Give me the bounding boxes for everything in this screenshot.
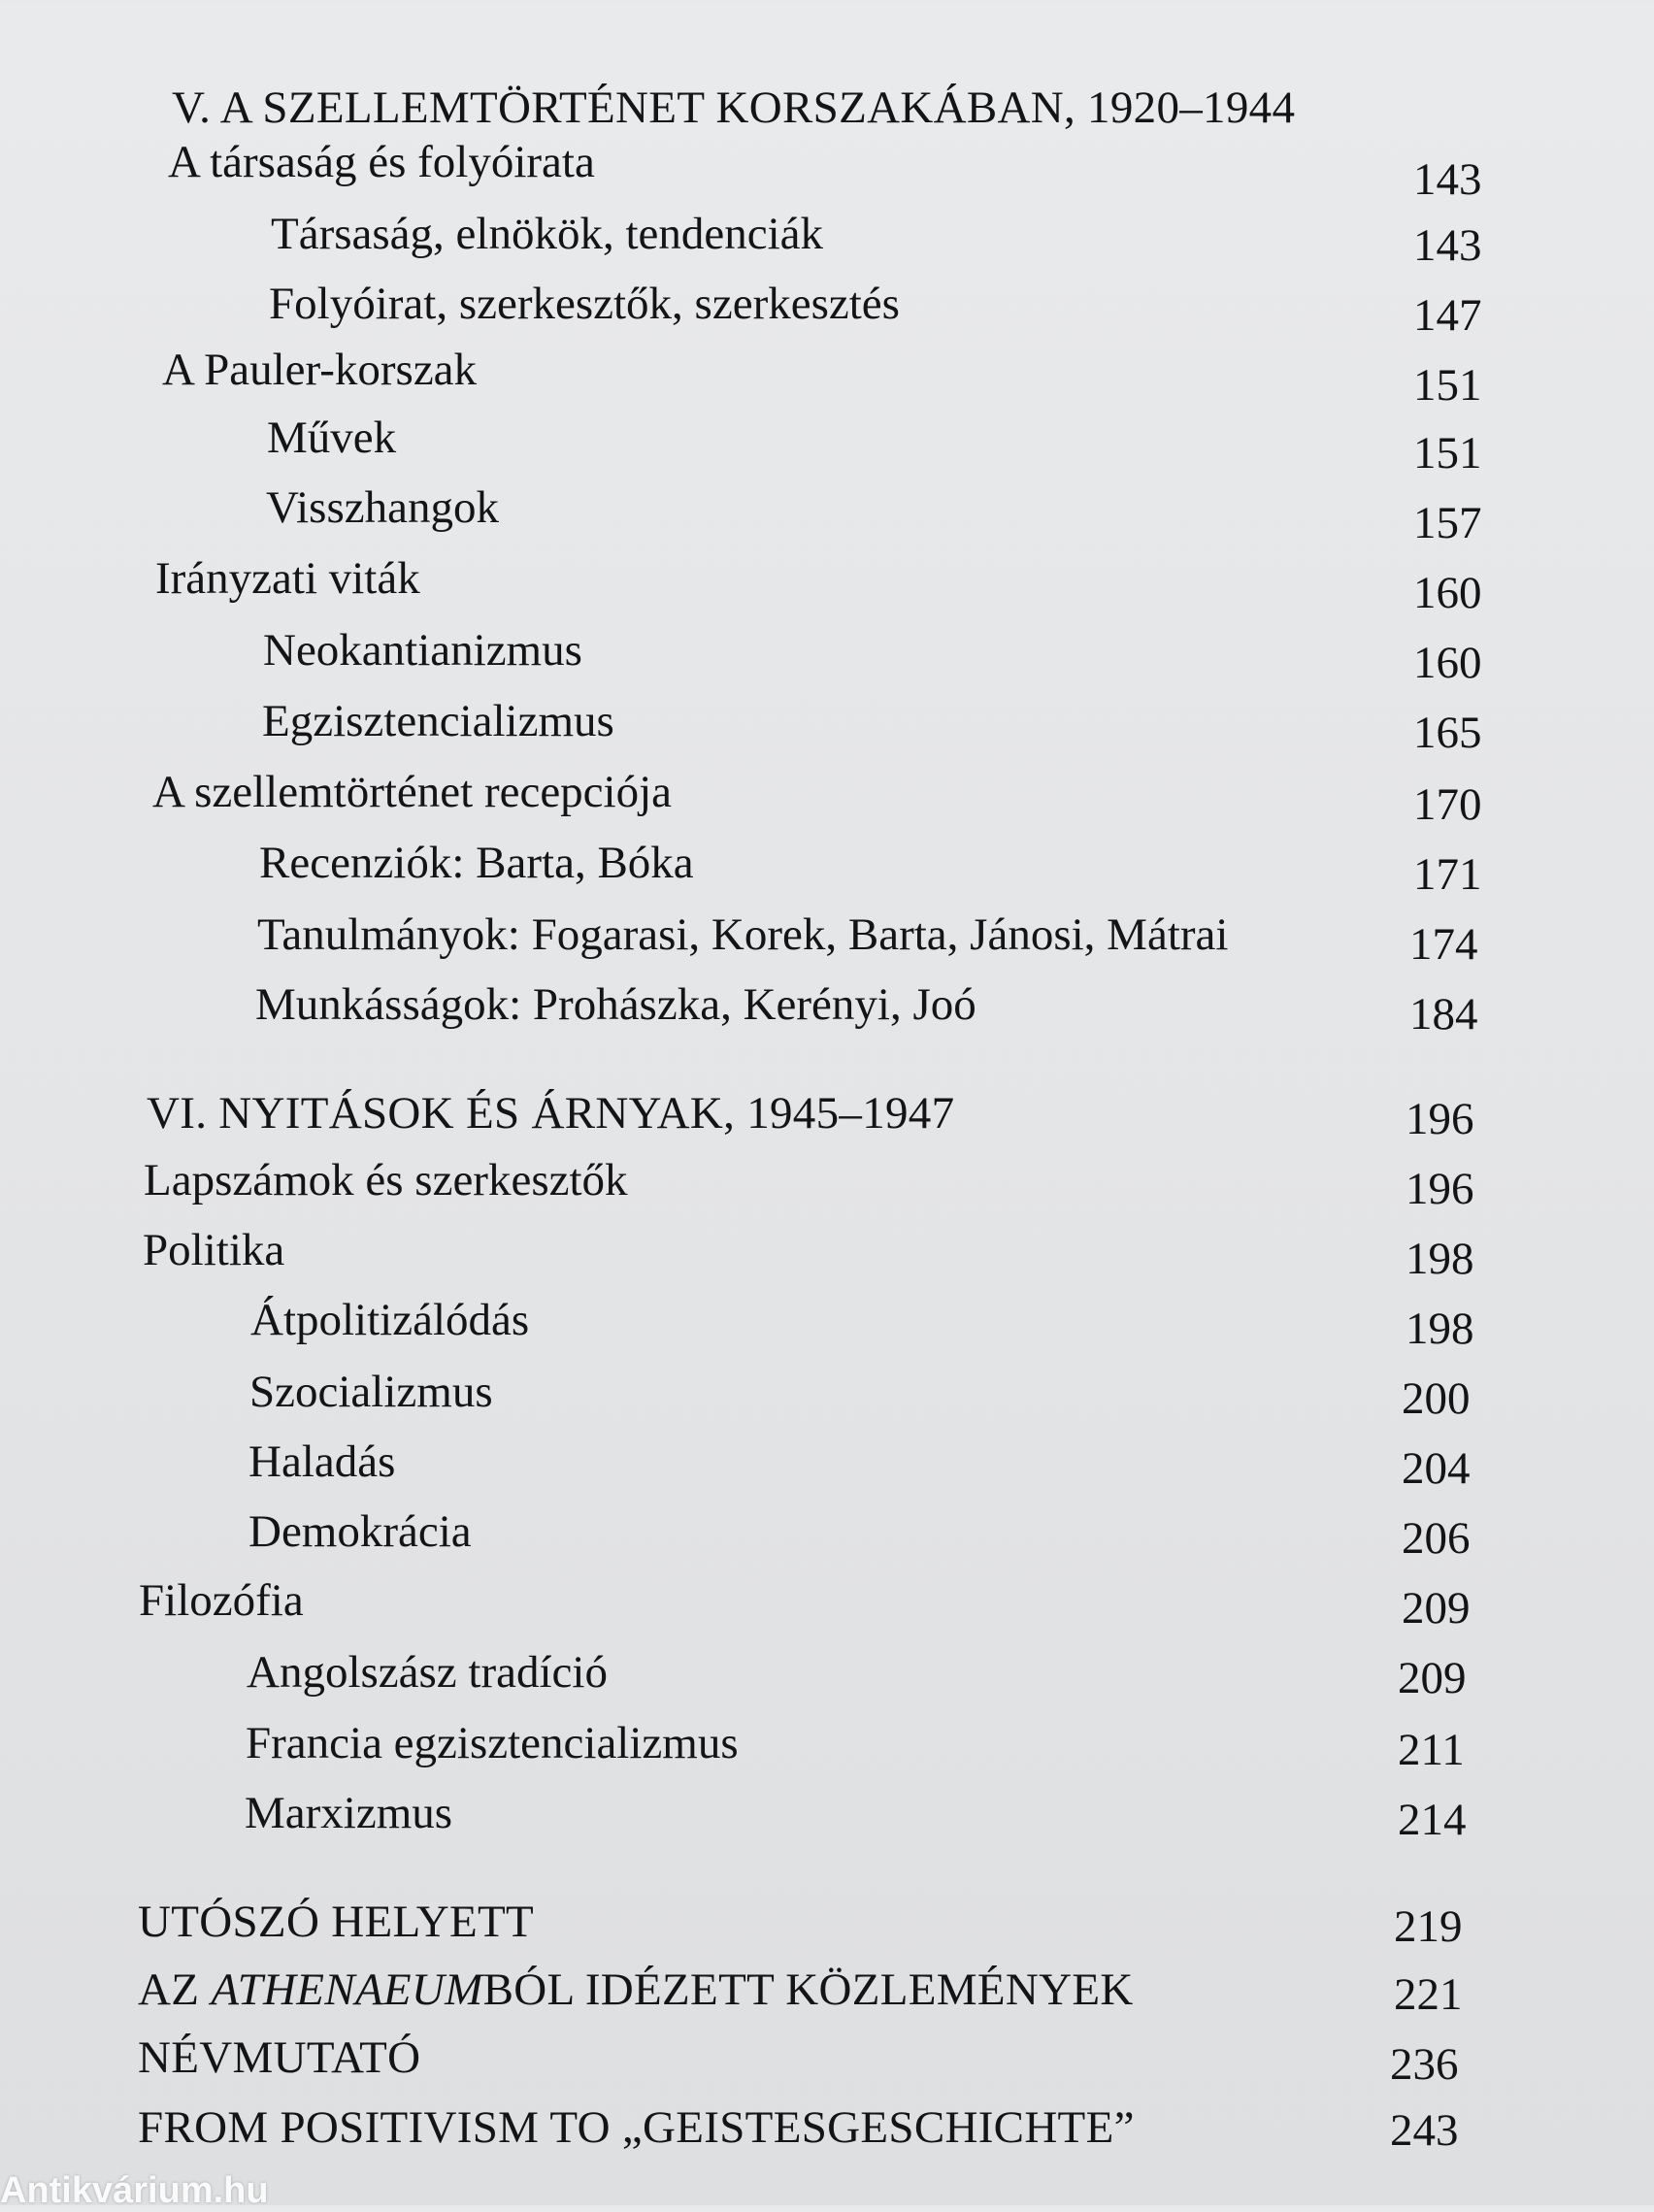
page-number: 209 bbox=[1402, 1583, 1471, 1634]
page-number: 206 bbox=[1402, 1513, 1471, 1564]
toc-subentry: Visszhangok bbox=[266, 482, 499, 533]
page-number: 243 bbox=[1390, 2105, 1459, 2156]
toc-subentry: Francia egzisztencializmus bbox=[246, 1718, 739, 1768]
page-number: 198 bbox=[1406, 1304, 1474, 1354]
page-number: 214 bbox=[1398, 1795, 1467, 1845]
toc-subentry: Szocializmus bbox=[249, 1367, 493, 1417]
toc-entry: Irányzati viták bbox=[155, 553, 420, 604]
page-number: 143 bbox=[1413, 220, 1482, 271]
toc-subentry: Demokrácia bbox=[248, 1506, 472, 1557]
page-number: 204 bbox=[1402, 1443, 1471, 1494]
toc-subentry: Művek bbox=[267, 413, 397, 463]
page-number: 209 bbox=[1398, 1653, 1467, 1703]
page-number: 151 bbox=[1413, 360, 1482, 411]
page-number: 174 bbox=[1409, 919, 1478, 970]
journal-title: ATHENAEUM bbox=[211, 1964, 483, 2015]
toc-entry: A társaság és folyóirata bbox=[168, 137, 595, 187]
toc-subentry: Folyóirat, szerkesztők, szerkesztés bbox=[269, 279, 900, 329]
toc-subentry: Tanulmányok: Fogarasi, Korek, Barta, Jánosi, Mátrai bbox=[257, 909, 1229, 960]
page-number: 211 bbox=[1398, 1725, 1465, 1775]
toc-entry: Politika bbox=[143, 1225, 285, 1275]
toc-subentry: Egzisztencializmus bbox=[262, 696, 614, 746]
toc-subentry: Neokantianizmus bbox=[263, 625, 582, 676]
page-number: 165 bbox=[1413, 708, 1482, 758]
toc-subentry: Átpolitizálódás bbox=[250, 1295, 530, 1345]
page-number: 198 bbox=[1406, 1234, 1474, 1284]
page-number: 151 bbox=[1413, 428, 1482, 479]
toc-entry: Lapszámok és szerkesztők bbox=[144, 1155, 628, 1205]
page-number: 157 bbox=[1413, 498, 1482, 548]
toc-subentry: Haladás bbox=[248, 1436, 396, 1487]
page-number: 219 bbox=[1394, 1901, 1463, 1952]
page-number: 171 bbox=[1413, 849, 1482, 900]
section-heading: VI. NYITÁSOK ÉS ÁRNYAK, 1945–1947 bbox=[147, 1088, 955, 1139]
toc-subentry: Munkásságok: Prohászka, Kerényi, Joó bbox=[255, 979, 976, 1030]
backmatter-heading: FROM POSITIVISM TO „GEISTESGESCHICHTE” bbox=[138, 2102, 1135, 2153]
page-number: 147 bbox=[1413, 290, 1482, 341]
section-heading: V. A SZELLEMTÖRTÉNET KORSZAKÁBAN, 1920–1944 bbox=[172, 83, 1296, 133]
toc-subentry: Társaság, elnökök, tendenciák bbox=[271, 209, 824, 259]
backmatter-heading: NÉVMUTATÓ bbox=[138, 2032, 421, 2083]
page-number: 160 bbox=[1413, 568, 1482, 618]
backmatter-heading bbox=[138, 1964, 1134, 2015]
page-number: 196 bbox=[1406, 1094, 1474, 1144]
toc-subentry: Angolszász tradíció bbox=[247, 1647, 608, 1698]
toc-entry: Filozófia bbox=[139, 1575, 304, 1626]
page-number: 221 bbox=[1394, 1969, 1463, 2020]
toc-entry: A Pauler-korszak bbox=[162, 345, 478, 395]
page-number: 160 bbox=[1413, 638, 1482, 688]
page-number: 196 bbox=[1406, 1164, 1474, 1214]
page-number: 200 bbox=[1402, 1373, 1471, 1424]
toc-subentry: Marxizmus bbox=[245, 1788, 453, 1838]
backmatter-heading: UTÓSZÓ HELYETT bbox=[138, 1897, 535, 1947]
page-number: 184 bbox=[1409, 989, 1478, 1040]
heading-suffix: BÓL IDÉZETT KÖZLEMÉNYEK bbox=[482, 1964, 1134, 2015]
watermark: Antikvárium.hu bbox=[0, 2170, 269, 2211]
toc-entry: A szellemtörténet recepciója bbox=[152, 767, 673, 817]
toc-subentry: Recenziók: Barta, Bóka bbox=[259, 838, 694, 888]
page-number: 236 bbox=[1390, 2039, 1459, 2090]
heading-prefix: AZ bbox=[138, 1964, 212, 2015]
page-number: 170 bbox=[1413, 779, 1482, 830]
page-number: 143 bbox=[1413, 154, 1482, 205]
